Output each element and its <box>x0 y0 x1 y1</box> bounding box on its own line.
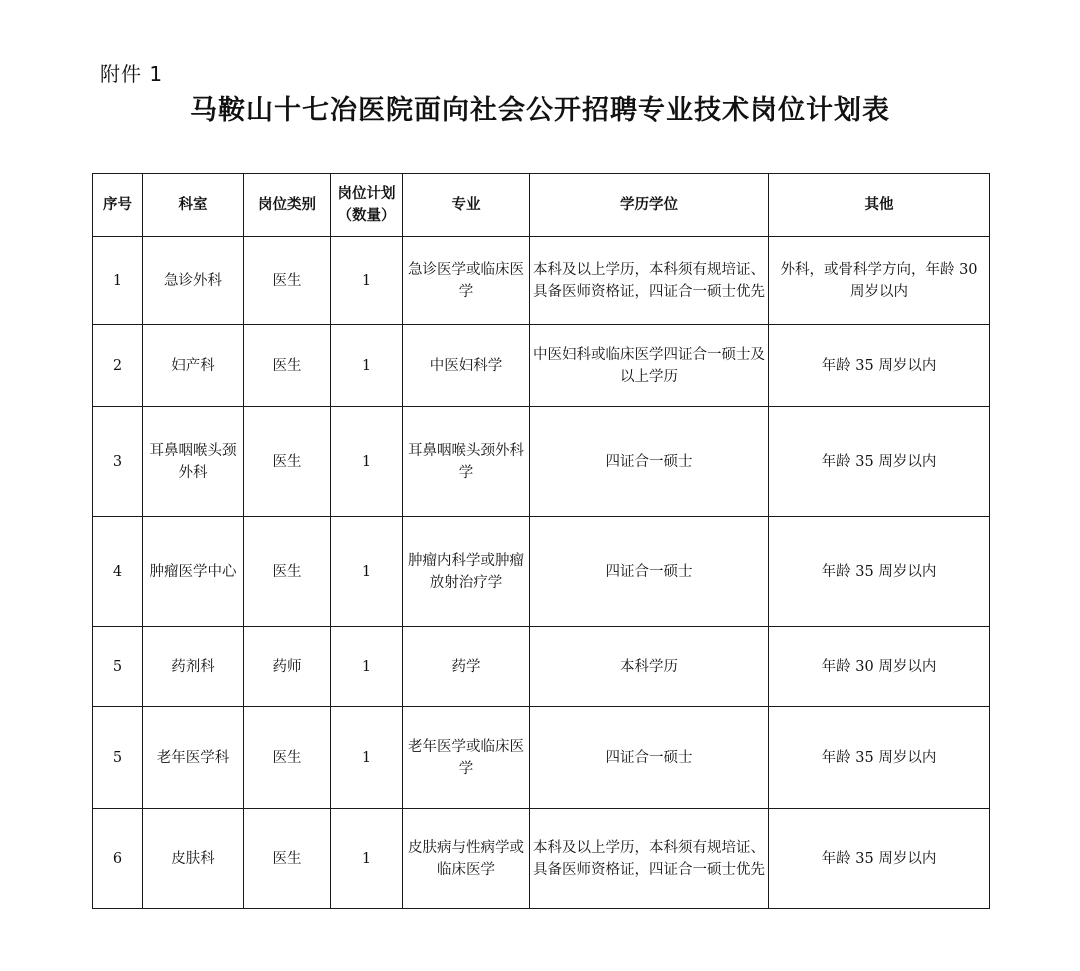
cell-other: 年龄 35 周岁以内 <box>769 407 990 517</box>
table-row <box>93 809 990 909</box>
cell-quota: 1 <box>331 237 403 325</box>
cell-education: 中医妇科或临床医学四证合一硕士及以上学历 <box>530 325 769 407</box>
cell-major: 皮肤病与性病学或临床医学 <box>403 809 530 909</box>
table-row <box>93 325 990 407</box>
cell-education: 四证合一硕士 <box>530 407 769 517</box>
cell-education: 本科学历 <box>530 627 769 707</box>
cell-department: 药剂科 <box>143 627 244 707</box>
page-title: 马鞍山十七冶医院面向社会公开招聘专业技术岗位计划表 <box>190 95 890 126</box>
table-row <box>93 627 990 707</box>
cell-seq: 6 <box>93 809 143 909</box>
cell-seq: 1 <box>93 237 143 325</box>
cell-category: 医生 <box>244 407 331 517</box>
cell-department: 老年医学科 <box>143 707 244 809</box>
cell-major: 老年医学或临床医学 <box>403 707 530 809</box>
cell-seq: 5 <box>93 707 143 809</box>
cell-other: 年龄 35 周岁以内 <box>769 809 990 909</box>
table-header-row <box>93 174 990 237</box>
cell-category: 医生 <box>244 809 331 909</box>
header-quota <box>331 174 403 237</box>
cell-other: 年龄 35 周岁以内 <box>769 517 990 627</box>
cell-seq: 3 <box>93 407 143 517</box>
cell-other: 年龄 35 周岁以内 <box>769 325 990 407</box>
table-row <box>93 237 990 325</box>
cell-category: 医生 <box>244 325 331 407</box>
cell-department: 皮肤科 <box>143 809 244 909</box>
cell-quota: 1 <box>331 627 403 707</box>
header-major: 专业 <box>403 174 530 237</box>
table-row <box>93 407 990 517</box>
header-seq: 序号 <box>93 174 143 237</box>
cell-category: 医生 <box>244 517 331 627</box>
cell-major: 急诊医学或临床医学 <box>403 237 530 325</box>
cell-seq: 4 <box>93 517 143 627</box>
cell-education: 四证合一硕士 <box>530 517 769 627</box>
cell-major: 药学 <box>403 627 530 707</box>
cell-department: 耳鼻咽喉头颈外科 <box>143 407 244 517</box>
cell-quota: 1 <box>331 809 403 909</box>
cell-category: 医生 <box>244 707 331 809</box>
cell-category: 药师 <box>244 627 331 707</box>
attachment-label: 附件 1 <box>100 62 164 86</box>
cell-department: 肿瘤医学中心 <box>143 517 244 627</box>
cell-quota: 1 <box>331 407 403 517</box>
table-row <box>93 517 990 627</box>
cell-education: 本科及以上学历，本科须有规培证、具备医师资格证，四证合一硕士优先 <box>530 237 769 325</box>
cell-other: 外科，或骨科学方向，年龄 30 周岁以内 <box>769 237 990 325</box>
cell-department: 急诊外科 <box>143 237 244 325</box>
header-category: 岗位类别 <box>244 174 331 237</box>
cell-category: 医生 <box>244 237 331 325</box>
cell-quota: 1 <box>331 707 403 809</box>
cell-education: 四证合一硕士 <box>530 707 769 809</box>
cell-major: 中医妇科学 <box>403 325 530 407</box>
table-row <box>93 707 990 809</box>
header-education: 学历学位 <box>530 174 769 237</box>
recruitment-plan-table <box>92 173 990 909</box>
cell-seq: 2 <box>93 325 143 407</box>
cell-quota: 1 <box>331 517 403 627</box>
cell-other: 年龄 30 周岁以内 <box>769 627 990 707</box>
cell-seq: 5 <box>93 627 143 707</box>
cell-department: 妇产科 <box>143 325 244 407</box>
cell-other: 年龄 35 周岁以内 <box>769 707 990 809</box>
cell-major: 耳鼻咽喉头颈外科学 <box>403 407 530 517</box>
header-quota-line2: （数量） <box>337 208 396 224</box>
cell-major: 肿瘤内科学或肿瘤放射治疗学 <box>403 517 530 627</box>
header-other: 其他 <box>769 174 990 237</box>
header-quota-line1: 岗位计划 <box>337 186 396 202</box>
header-department: 科室 <box>143 174 244 237</box>
cell-quota: 1 <box>331 325 403 407</box>
cell-education: 本科及以上学历，本科须有规培证、具备医师资格证，四证合一硕士优先 <box>530 809 769 909</box>
